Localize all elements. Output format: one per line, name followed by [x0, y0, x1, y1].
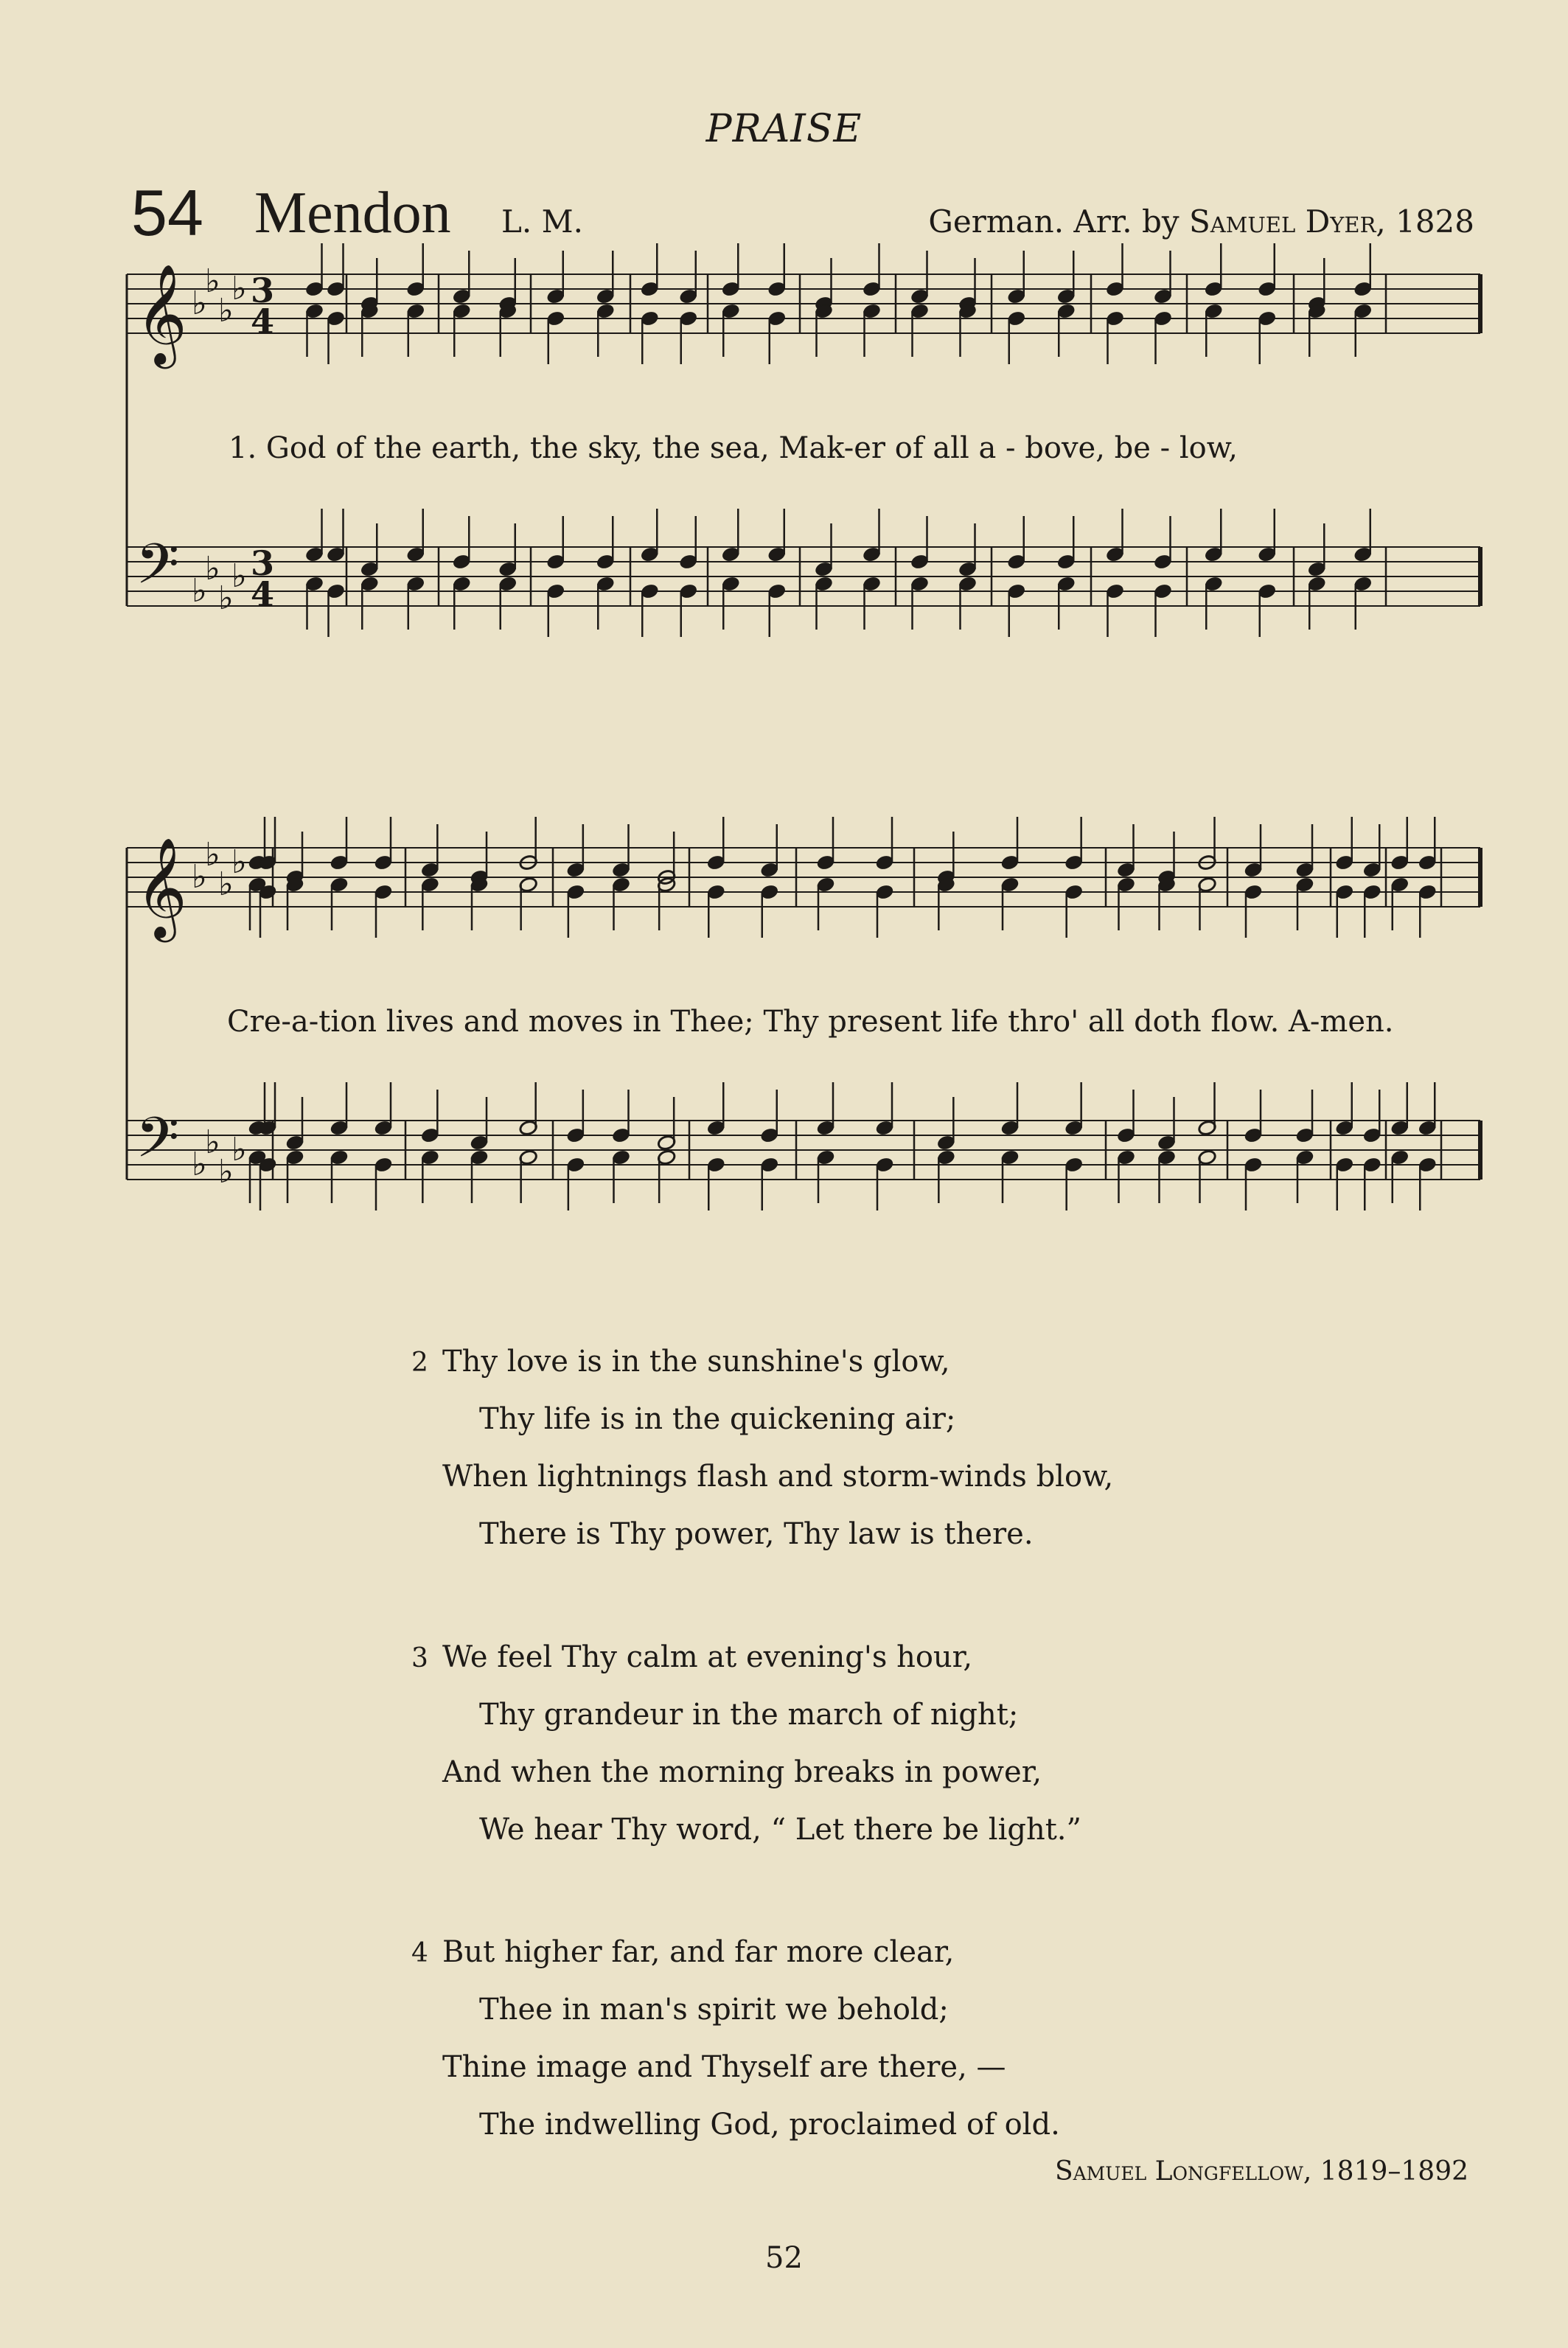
flat-icon: ♭: [218, 579, 234, 617]
stanza-line: The indwelling God, proclaimed of old.: [479, 2108, 1060, 2142]
flat-icon: ♭: [192, 572, 207, 610]
flat-icon: ♭: [192, 858, 207, 896]
flat-icon: ♭: [218, 1153, 234, 1191]
flat-icon: ♭: [231, 1131, 247, 1168]
lyric-line-1: 1. God of the earth, the sky, the sea, Mak-er of all a - bove, be - low,: [229, 431, 1238, 465]
bass-clef-icon: 𝄢: [136, 1105, 180, 1184]
flat-icon: ♭: [231, 557, 247, 595]
stanza-4: [411, 1923, 1060, 2153]
stanza-line: And when the morning breaks in power,: [442, 1755, 1042, 1789]
flat-icon: ♭: [231, 270, 247, 307]
time-signature-bottom: 4: [251, 574, 275, 614]
stanza-number: 2: [411, 1348, 428, 1378]
time-signature-top: 3: [251, 271, 275, 310]
flat-icon: ♭: [205, 262, 220, 300]
flat-icon: ♭: [192, 1146, 207, 1183]
treble-clef-icon: 𝄞: [136, 836, 187, 938]
flat-icon: ♭: [231, 843, 247, 881]
author-name: Samuel Longfellow: [1054, 2156, 1303, 2187]
flat-icon: ♭: [218, 865, 234, 903]
hymn-name: Mendon: [254, 181, 451, 245]
stanza-line: Thee in man's spirit we behold;: [479, 1993, 949, 2027]
stanza-3: [411, 1628, 1081, 1858]
flat-icon: ♭: [205, 1124, 220, 1161]
hymn-number: 54: [131, 176, 203, 249]
flat-icon: ♭: [205, 836, 220, 874]
section-title: PRAISE: [705, 107, 863, 151]
text-author: [1055, 2156, 1468, 2187]
page-number: 52: [765, 2241, 803, 2275]
flat-icon: ♭: [218, 292, 234, 330]
flat-icon: ♭: [205, 550, 220, 588]
stanza-line: Thine image and Thyself are there, —: [442, 2050, 1006, 2084]
stanza-2: [411, 1333, 1114, 1563]
stanza-line: Thy grandeur in the march of night;: [479, 1698, 1019, 1732]
author-dates: , 1819–1892: [1303, 2156, 1468, 2187]
stanza-line: Thy love is in the sunshine's glow,: [442, 1345, 950, 1379]
stanza-line: We hear Thy word, “ Let there be light.”: [479, 1813, 1081, 1847]
stanza-line: There is Thy power, Thy law is there.: [479, 1517, 1034, 1551]
stanza-line: Thy life is in the quickening air;: [479, 1402, 956, 1436]
flat-icon: ♭: [192, 285, 207, 322]
arranger-name: Samuel Dyer: [1188, 203, 1376, 240]
attribution-prefix: German. Arr. by: [928, 203, 1189, 240]
time-signature-bottom: 4: [251, 302, 275, 341]
hymn-meter: L. M.: [501, 203, 583, 240]
lyric-line-2: Cre-a-tion lives and moves in Thee; Thy present life thro' all doth flow. A-men.: [227, 1005, 1394, 1039]
stanza-line: But higher far, and far more clear,: [442, 1935, 955, 1969]
stanza-line: We feel Thy calm at evening's hour,: [442, 1640, 973, 1674]
arrangement-year: , 1828: [1376, 203, 1474, 240]
bass-clef-icon: 𝄢: [136, 532, 180, 610]
stanza-number: 3: [411, 1643, 428, 1673]
stanza-line: When lightnings flash and storm-winds blow,: [442, 1460, 1114, 1494]
time-signature-top: 3: [251, 543, 275, 583]
treble-clef-icon: 𝄞: [136, 262, 187, 364]
stanza-number: 4: [411, 1938, 428, 1968]
